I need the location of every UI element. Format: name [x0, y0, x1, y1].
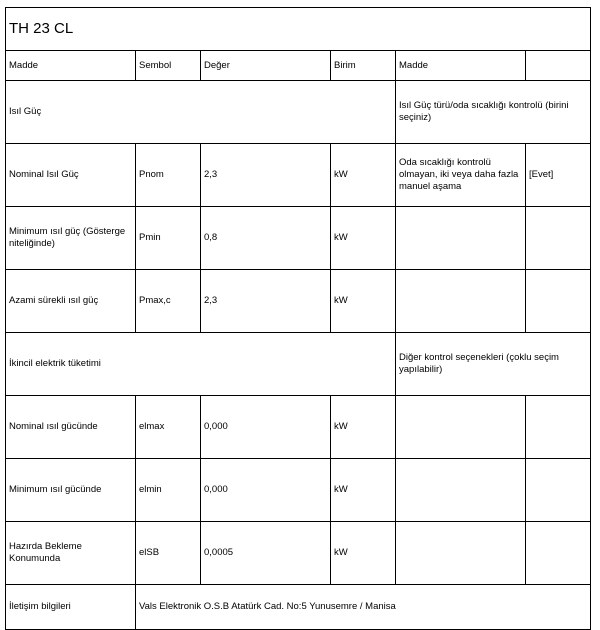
control-cell: [396, 270, 526, 333]
control-flag: [Evet]: [526, 144, 591, 207]
item-cell: Azami sürekli ısıl güç: [6, 270, 136, 333]
symbol-cell: Pmax,c: [136, 270, 201, 333]
section-label: Isıl Güç: [6, 81, 396, 144]
unit-cell: kW: [331, 270, 396, 333]
symbol-cell: elmax: [136, 396, 201, 459]
header-deger: Değer: [201, 51, 331, 81]
table-row: [6, 144, 591, 207]
section-label: İkincil elektrik tüketimi: [6, 333, 396, 396]
value-cell: 2,3: [201, 270, 331, 333]
unit-cell: kW: [331, 144, 396, 207]
symbol-cell: Pmin: [136, 207, 201, 270]
value-cell: 2,3: [201, 144, 331, 207]
header-birim: Birim: [331, 51, 396, 81]
header-row: [6, 51, 591, 81]
header-extra: [526, 51, 591, 81]
header-sembol: Sembol: [136, 51, 201, 81]
item-cell: Minimum ısıl güç (Gösterge niteliğinde): [6, 207, 136, 270]
item-cell: Minimum ısıl gücünde: [6, 459, 136, 522]
control-cell: [396, 522, 526, 585]
unit-cell: kW: [331, 459, 396, 522]
product-spec-table: [5, 7, 591, 630]
contact-address: Vals Elektronik O.S.B Atatürk Cad. No:5 Yunusemre / Manisa: [136, 585, 591, 630]
value-cell: 0,000: [201, 459, 331, 522]
unit-cell: kW: [331, 522, 396, 585]
control-flag: [526, 396, 591, 459]
section-row-ikincil: [6, 333, 591, 396]
symbol-cell: elSB: [136, 522, 201, 585]
control-flag: [526, 270, 591, 333]
header-madde: Madde: [6, 51, 136, 81]
control-flag: [526, 207, 591, 270]
contact-label: İletişim bilgileri: [6, 585, 136, 630]
control-cell: [396, 396, 526, 459]
value-cell: 0,000: [201, 396, 331, 459]
table-row: [6, 459, 591, 522]
item-cell: Nominal Isıl Güç: [6, 144, 136, 207]
table-row: [6, 270, 591, 333]
control-cell: [396, 459, 526, 522]
control-flag: [526, 459, 591, 522]
control-options-label: Diğer kontrol seçenekleri (çoklu seçim yapılabilir): [396, 333, 591, 396]
control-type-label: Isıl Güç türü/oda sıcaklığı kontrolü (birini seçiniz): [396, 81, 591, 144]
value-cell: 0,8: [201, 207, 331, 270]
unit-cell: kW: [331, 396, 396, 459]
product-title: TH 23 CL: [6, 8, 591, 51]
unit-cell: kW: [331, 207, 396, 270]
table-row: [6, 207, 591, 270]
symbol-cell: elmin: [136, 459, 201, 522]
table-row: [6, 522, 591, 585]
contact-row: [6, 585, 591, 630]
control-cell: [396, 207, 526, 270]
table-row: [6, 396, 591, 459]
title-row: [6, 8, 591, 51]
header-madde-control: Madde: [396, 51, 526, 81]
control-flag: [526, 522, 591, 585]
section-row-isil-guc: [6, 81, 591, 144]
value-cell: 0,0005: [201, 522, 331, 585]
item-cell: Hazırda Bekleme Konumunda: [6, 522, 136, 585]
symbol-cell: Pnom: [136, 144, 201, 207]
item-cell: Nominal ısıl gücünde: [6, 396, 136, 459]
control-cell: Oda sıcaklığı kontrolü olmayan, iki veya daha fazla manuel aşama: [396, 144, 526, 207]
